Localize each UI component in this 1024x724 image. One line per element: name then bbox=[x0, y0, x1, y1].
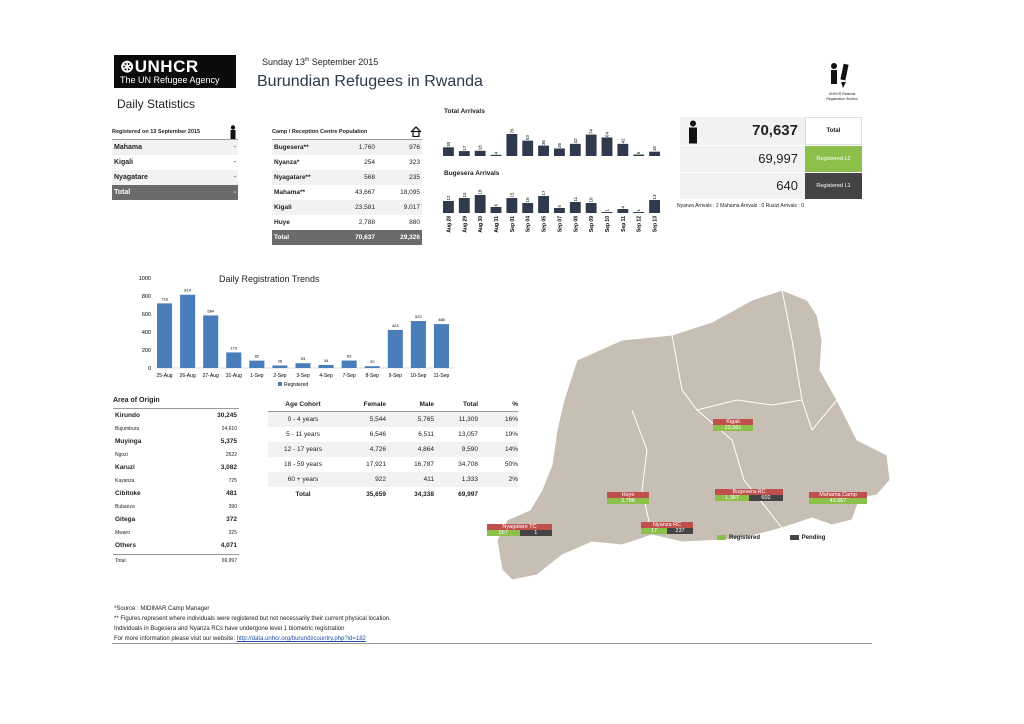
total-arrivals-chart bbox=[440, 118, 662, 160]
cell-value: 69,997 bbox=[221, 558, 237, 564]
kpi-total-row: 70,637 Total bbox=[680, 117, 862, 145]
cell-label: Mahama** bbox=[274, 189, 306, 196]
map-mahama: Mahama Camp 43,667 bbox=[809, 492, 867, 504]
x-tick-label: 27-Aug bbox=[202, 373, 219, 379]
data-label: 1 bbox=[636, 208, 642, 212]
data-label: 18 bbox=[477, 189, 483, 195]
cell-label: Muyinga bbox=[115, 438, 142, 445]
table-row bbox=[113, 448, 239, 461]
data-label: 28 bbox=[277, 358, 283, 364]
data-label: 64 bbox=[604, 131, 610, 137]
data-label: 18 bbox=[477, 145, 483, 151]
bar bbox=[570, 144, 581, 156]
cell: 35,659 bbox=[366, 491, 386, 498]
cell-label: Huye bbox=[274, 219, 290, 226]
kpi-l2-row: 69,997 Registered L2 bbox=[680, 146, 862, 172]
bar bbox=[295, 363, 310, 368]
data-label: 36 bbox=[541, 140, 547, 146]
tick-label: Sep 09 bbox=[589, 216, 596, 233]
tick-label: Sep 11 bbox=[620, 216, 627, 232]
table-row bbox=[272, 155, 422, 170]
data-label: 42 bbox=[620, 138, 626, 144]
map-bugesera: Bugesera RC 1,367 602 bbox=[715, 489, 783, 501]
cell: Total bbox=[462, 400, 478, 408]
y-tick-label: 200 bbox=[141, 348, 151, 354]
cell-label: Kayanza bbox=[115, 477, 135, 484]
kpi-l1-row: 640 Registered L1 bbox=[680, 173, 862, 199]
cell-value: 70,637 bbox=[355, 234, 375, 241]
data-label: 11 bbox=[572, 196, 578, 202]
x-tick-label: 3-Sep bbox=[296, 373, 310, 379]
cell-value: 2,788 bbox=[358, 219, 375, 226]
cell-label: Others bbox=[115, 542, 136, 549]
bar bbox=[203, 315, 218, 368]
x-tick-label: 26-Aug bbox=[179, 373, 196, 379]
website-link[interactable]: http://data.unhcr.org/burundi/country.php?id=182 bbox=[236, 636, 366, 642]
legend-swatch-registered bbox=[717, 535, 726, 540]
origin-table: Area of Origin Kirundo 30,245 Bujumbura 24,610 Muyinga 5,375 Ngozi 2522 Karuzi 3,082 Kayanza 725 Cibitoke 481 Bubanza 390 Gitega 372 Mwaro 325 Others 4,071 Total 69,997 bbox=[113, 397, 239, 567]
data-label: 82 bbox=[254, 353, 260, 359]
bar bbox=[459, 198, 470, 213]
cell-value: 725 bbox=[228, 477, 237, 484]
x-tick-label: 25-Aug bbox=[156, 373, 173, 379]
bar bbox=[434, 324, 449, 368]
data-label: 53 bbox=[300, 356, 306, 362]
cell-value: 29,326 bbox=[400, 234, 420, 241]
bar bbox=[443, 201, 454, 213]
table-row bbox=[113, 474, 239, 487]
data-label: 6 bbox=[493, 203, 499, 207]
x-tick-label: 8-Sep bbox=[365, 373, 379, 379]
cell-value: 30,245 bbox=[217, 412, 237, 419]
cell-value: 23,581 bbox=[355, 204, 375, 211]
cell-value: 976 bbox=[409, 144, 420, 151]
tick-label: Aug 28 bbox=[446, 216, 453, 233]
cell-value: 4,071 bbox=[220, 542, 237, 549]
cell: 6,511 bbox=[418, 431, 434, 438]
footnotes: *Source : MIDIMAR Camp Manager ** Figures represent where individuals were registered but not necessarily their current physical location. Individuals in Bugesera and Nyanza RCs have undergone level 1 biometric registration For more information please visit our website: http://data.unhcr.org/burundi/country.php?id=182 bbox=[114, 606, 391, 642]
chart-title: Daily Registration Trends bbox=[219, 274, 320, 284]
footer-divider bbox=[112, 643, 872, 644]
bugesera-arrivals-title: Bugesera Arrivals bbox=[444, 170, 500, 177]
corner-caption: UNHCR Rwanda Registration Section bbox=[826, 92, 858, 101]
cell-value: 254 bbox=[364, 159, 375, 166]
table-row bbox=[272, 140, 422, 155]
data-label: 10 bbox=[588, 197, 594, 203]
cell-label: Bujumbura bbox=[115, 425, 140, 432]
table-row bbox=[113, 500, 239, 513]
cell: 50% bbox=[504, 461, 518, 468]
table-row bbox=[113, 513, 239, 526]
table-row: Mahama - bbox=[112, 140, 238, 155]
table-total-row bbox=[113, 554, 239, 567]
data-label: 5 bbox=[556, 204, 562, 208]
x-tick-label: 9-Sep bbox=[388, 373, 402, 379]
data-label: 83 bbox=[346, 353, 352, 359]
map-kigali: Kigali 23,581 bbox=[713, 419, 753, 431]
bar bbox=[475, 195, 486, 213]
cell: 4,864 bbox=[417, 446, 434, 453]
tick-label: Sep 10 bbox=[605, 216, 611, 233]
tick-label: Sep 04 bbox=[525, 216, 532, 233]
cell-label: Karuzi bbox=[115, 464, 135, 471]
cell: 69,997 bbox=[458, 491, 478, 498]
table-row bbox=[272, 215, 422, 230]
arrivals-note: Nyanza Arrivals : 2 Mahama Arrivals : 0 Rusizi Arrivals : 0 bbox=[677, 203, 804, 209]
bar bbox=[538, 196, 549, 213]
tick-label: Sep 05 bbox=[541, 216, 548, 233]
data-label: 30 bbox=[445, 141, 451, 147]
data-label: 34 bbox=[323, 357, 329, 363]
cell: 11,309 bbox=[458, 416, 478, 423]
cell-value: 1,760 bbox=[358, 144, 375, 151]
x-tick-label: 31-Aug bbox=[225, 373, 242, 379]
bar bbox=[491, 207, 502, 213]
x-tick-label: 11-Sep bbox=[433, 373, 450, 379]
bar bbox=[522, 203, 533, 213]
daily-registration-chart bbox=[130, 270, 460, 400]
data-label: 17 bbox=[541, 190, 547, 196]
y-tick-label: 800 bbox=[141, 294, 151, 300]
tick-label: Sep 01 bbox=[509, 216, 516, 233]
unhcr-logo: ⊛UNHCR The UN Refugee Agency bbox=[114, 55, 236, 88]
cell: 34,338 bbox=[414, 491, 434, 498]
map-huye: Huye 2,788 bbox=[607, 492, 649, 504]
cell-value: 390 bbox=[228, 503, 237, 510]
table-total-row bbox=[272, 230, 422, 245]
x-tick-label: 10-Sep bbox=[410, 373, 427, 379]
y-tick-label: 0 bbox=[147, 366, 151, 372]
bar bbox=[249, 361, 264, 368]
cell: 0 - 4 years bbox=[287, 416, 319, 423]
table-row bbox=[113, 422, 239, 435]
person-icon bbox=[686, 120, 700, 144]
table-total-row bbox=[268, 487, 518, 502]
bar bbox=[649, 200, 660, 213]
cell: 12 - 17 years bbox=[284, 446, 322, 453]
data-label: 522 bbox=[415, 314, 422, 320]
table-row: Nyagatare - bbox=[112, 170, 238, 185]
cell-label: Gitega bbox=[115, 516, 136, 523]
table-row bbox=[268, 457, 518, 472]
data-label: 13 bbox=[652, 194, 658, 200]
cell-value: 325 bbox=[228, 529, 237, 536]
x-tick-label: 4-Sep bbox=[319, 373, 333, 379]
cell-value: 235 bbox=[409, 174, 420, 181]
bar bbox=[365, 366, 380, 368]
table-row bbox=[268, 412, 518, 427]
table-header bbox=[268, 397, 518, 412]
y-tick-label: 1000 bbox=[138, 276, 151, 282]
cell: 6,546 bbox=[369, 431, 386, 438]
data-label: 488 bbox=[438, 317, 445, 323]
data-label: 15 bbox=[509, 192, 515, 198]
bar bbox=[443, 147, 454, 156]
cell: 34,708 bbox=[458, 461, 478, 468]
cell-label: Nyagatare** bbox=[274, 174, 311, 181]
table-row bbox=[272, 170, 422, 185]
y-tick-label: 400 bbox=[141, 330, 151, 336]
bar bbox=[475, 151, 486, 156]
data-label: 74 bbox=[588, 129, 594, 135]
cell: % bbox=[512, 400, 518, 408]
cell: 13,057 bbox=[458, 431, 478, 438]
data-label: 4 bbox=[493, 151, 499, 155]
cell-value: 481 bbox=[226, 490, 237, 497]
table-row bbox=[268, 442, 518, 457]
cell: 18 - 59 years bbox=[284, 461, 322, 468]
cell-value: 43,667 bbox=[355, 189, 375, 196]
registered-table: Registered on 13 September 2015 Mahama - Kigali - Nyagatare - Total - bbox=[112, 124, 238, 200]
bar bbox=[586, 135, 597, 156]
cell: 16,787 bbox=[414, 461, 434, 468]
cell: 2% bbox=[508, 476, 518, 483]
cell: 9,590 bbox=[461, 446, 478, 453]
cell-label: Bugesera** bbox=[274, 144, 309, 151]
cell: 5,544 bbox=[369, 416, 386, 423]
legend-swatch bbox=[278, 382, 282, 386]
data-label: 4 bbox=[620, 205, 626, 209]
person-icon bbox=[228, 125, 238, 139]
bar bbox=[617, 209, 628, 213]
page-title: Burundian Refugees in Rwanda bbox=[257, 73, 483, 90]
bar bbox=[157, 303, 172, 368]
bar bbox=[522, 141, 533, 156]
bar bbox=[506, 198, 517, 213]
data-label: 718 bbox=[161, 296, 168, 302]
table-row bbox=[113, 435, 239, 448]
cell: 60 + years bbox=[287, 476, 319, 483]
cell-label: Mwaro bbox=[115, 529, 131, 536]
cell-label: Ngozi bbox=[115, 451, 128, 458]
tick-label: Sep 13 bbox=[652, 216, 659, 233]
cell: 19% bbox=[504, 431, 518, 438]
data-label: 423 bbox=[391, 322, 399, 328]
table-row bbox=[113, 409, 239, 422]
data-label: 12 bbox=[445, 195, 451, 201]
cell-value: 18,095 bbox=[400, 189, 420, 196]
cell-value: 372 bbox=[226, 516, 237, 523]
y-tick-label: 600 bbox=[141, 312, 151, 318]
map-nyagatare: Nyagatare TC 567 1 bbox=[487, 524, 552, 536]
bar bbox=[459, 151, 470, 156]
data-label: 15 bbox=[461, 192, 467, 198]
cell-value: 568 bbox=[364, 174, 375, 181]
table-row bbox=[113, 461, 239, 474]
bar bbox=[602, 137, 613, 156]
x-tick-label: 2-Sep bbox=[273, 373, 287, 379]
data-label: 584 bbox=[207, 308, 215, 314]
bar bbox=[538, 146, 549, 156]
bar bbox=[554, 148, 565, 156]
cell-label: Kirundo bbox=[115, 412, 140, 419]
cell: 4,726 bbox=[369, 446, 386, 453]
total-arrivals-title: Total Arrivals bbox=[444, 108, 485, 115]
bugesera-arrivals-chart bbox=[440, 180, 662, 250]
bar bbox=[649, 152, 660, 156]
table-row: Kigali - bbox=[114, 159, 236, 166]
cell: 922 bbox=[375, 476, 386, 483]
table-row bbox=[113, 526, 239, 539]
tick-label: Sep 12 bbox=[636, 216, 643, 233]
x-tick-label: 7-Sep bbox=[342, 373, 356, 379]
legend-swatch-pending bbox=[790, 535, 799, 540]
bar bbox=[180, 295, 195, 368]
cell-value: 3,082 bbox=[220, 464, 237, 471]
cell: Age Cohort bbox=[285, 400, 321, 408]
section-title: Daily Statistics bbox=[117, 97, 196, 111]
cell-label: Total bbox=[115, 558, 126, 564]
data-label: 76 bbox=[509, 128, 515, 134]
cell-value: 9,017 bbox=[403, 204, 420, 211]
tick-label: Sep 07 bbox=[557, 216, 564, 233]
bar bbox=[586, 203, 597, 213]
tick-label: Sep 08 bbox=[573, 216, 580, 233]
camp-population-table: Camp / Reception Centre Population Bugesera** 1,760 976 Nyanza* 254 323 Nyagatare** 568 235 Mahama** 43,667 18,095 Kigali 23,581 9,017 Huye 2,788 880 Total 70,637 29,326 bbox=[272, 124, 422, 245]
map-land bbox=[497, 290, 890, 580]
legend-label: Registered bbox=[284, 382, 309, 388]
cell-value: 323 bbox=[409, 159, 420, 166]
bar bbox=[226, 352, 241, 368]
cell-label: Total bbox=[274, 234, 290, 241]
data-label: 1 bbox=[604, 208, 610, 212]
data-label: 53 bbox=[525, 135, 531, 141]
cell-value: 5,375 bbox=[220, 438, 237, 445]
data-label: 20 bbox=[370, 359, 375, 365]
table-row bbox=[113, 487, 239, 500]
data-label: 814 bbox=[184, 287, 191, 293]
cell: 5 - 11 years bbox=[286, 431, 320, 438]
registration-icon bbox=[826, 62, 856, 95]
cell: 1,333 bbox=[461, 476, 478, 483]
cell-value: 880 bbox=[409, 219, 420, 226]
cell: 17,921 bbox=[366, 461, 386, 468]
shelter-icon bbox=[410, 126, 422, 137]
table-row bbox=[272, 200, 422, 215]
bar bbox=[342, 361, 357, 368]
cell: 5,765 bbox=[417, 416, 434, 423]
data-label: 15 bbox=[652, 146, 658, 152]
bar bbox=[570, 202, 581, 213]
table-row bbox=[268, 472, 518, 487]
cell-value: 24,610 bbox=[221, 425, 237, 432]
table-row bbox=[268, 427, 518, 442]
bar bbox=[506, 134, 517, 156]
map-nyanza: Nyanza RC 17 237 bbox=[641, 522, 693, 534]
bar bbox=[554, 208, 565, 213]
data-label: 10 bbox=[525, 197, 531, 203]
x-tick-label: 1-Sep bbox=[250, 373, 264, 379]
cell-label: Cibitoke bbox=[115, 490, 141, 497]
bar bbox=[411, 321, 426, 368]
bar bbox=[617, 144, 628, 156]
table-total-row: Total - bbox=[112, 185, 238, 200]
data-label: 26 bbox=[556, 142, 562, 148]
bar bbox=[388, 330, 403, 368]
cell: Female bbox=[363, 400, 386, 408]
bar bbox=[272, 365, 287, 368]
cell: 411 bbox=[423, 476, 434, 483]
cell-value: 2522 bbox=[225, 451, 237, 458]
table-row bbox=[113, 539, 239, 552]
tick-label: Aug 29 bbox=[462, 216, 469, 233]
data-label: 17 bbox=[461, 145, 467, 151]
table-row bbox=[272, 185, 422, 200]
age-cohort-table bbox=[268, 397, 518, 502]
map-legend: Registered Pending bbox=[717, 535, 825, 541]
cell: 16% bbox=[504, 416, 518, 423]
report-date: Sunday 13th September 2015 bbox=[262, 57, 379, 67]
cell-label: Bubanza bbox=[115, 503, 135, 510]
bar bbox=[319, 365, 334, 368]
cell-label: Kigali bbox=[274, 204, 292, 211]
cell: Male bbox=[419, 400, 434, 408]
tick-label: Aug 30 bbox=[478, 216, 485, 233]
cell: Total bbox=[295, 491, 311, 498]
data-label: 173 bbox=[230, 345, 238, 351]
cell-label: Nyanza* bbox=[274, 159, 300, 166]
cell: 14% bbox=[504, 446, 518, 453]
tick-label: Aug 31 bbox=[494, 216, 500, 233]
data-label: 5 bbox=[636, 151, 642, 155]
data-label: 42 bbox=[572, 138, 578, 144]
